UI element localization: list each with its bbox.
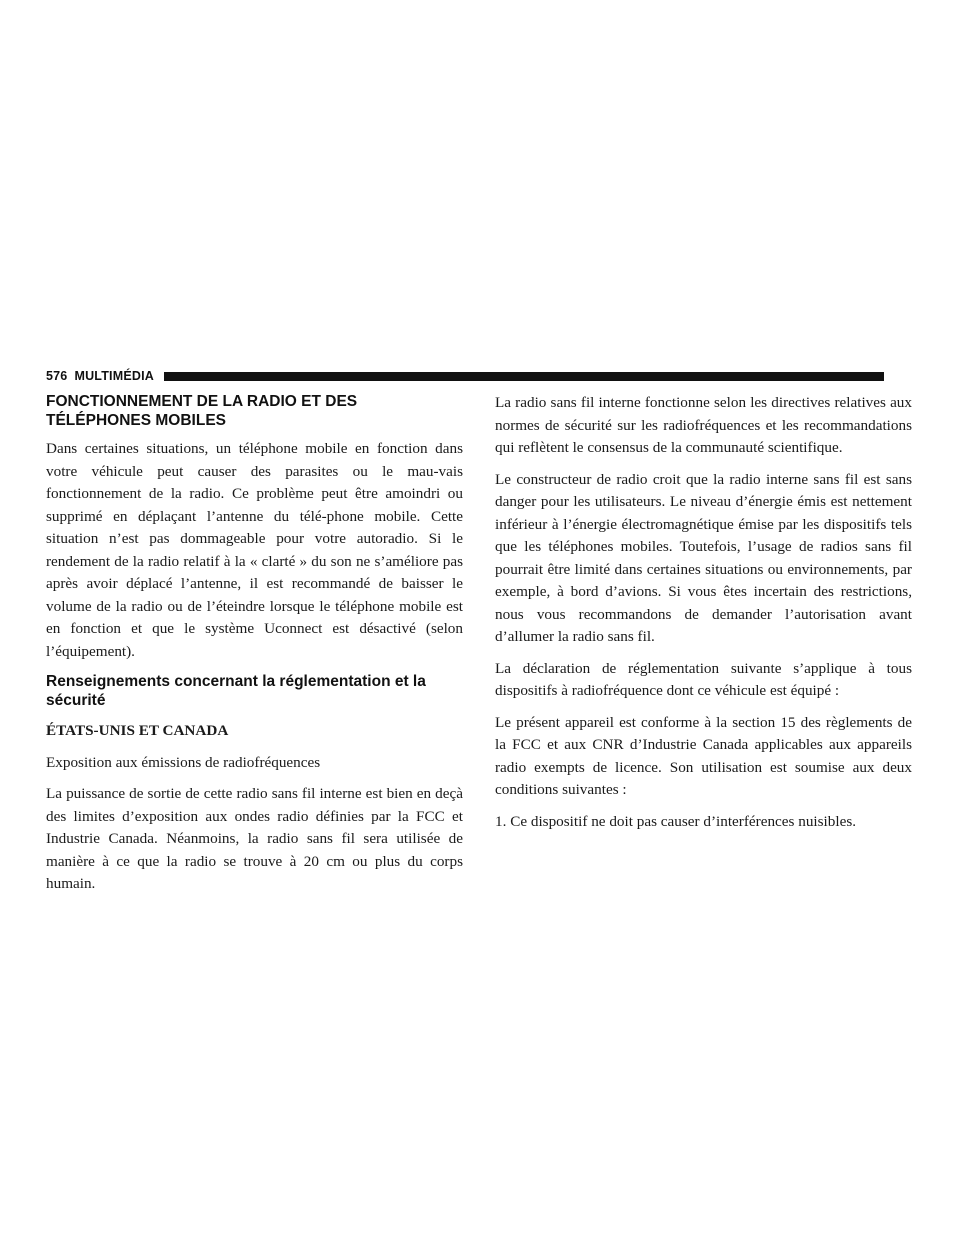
subheading: Renseignements concernant la réglementation et la sécurité <box>46 673 426 709</box>
page-header <box>46 365 884 387</box>
intro-paragraph: Dans certaines situations, un téléphone mobile en fonction dans votre véhicule peut causer des parasites ou le mau-vais fonctionnement de la radio. Ce problème peut être amoindri ou supprimé en déplaçant l’antenne du télé-phone mobile. Cette situation n’est pas dommageable pour votre autoradio. Si le rendement de la radio relatif à la « clarté » du son ne s’améliore pas après avoir déplacé l’antenne, il est recommandé de baisser le volume de la radio ou de l’éteindre lorsque le téléphone mobile est en fonction et que le système Uconnect est désactivé (selon l’équipement). <box>46 440 463 660</box>
section-heading: FONCTIONNEMENT DE LA RADIO ET DES TÉLÉPHONES MOBILES <box>46 393 358 429</box>
region-heading: ÉTATS-UNIS ET CANADA <box>46 722 229 739</box>
declaration-paragraph: La déclaration de réglementation suivante s’applique à tous dispositifs à radiofréquence dont ce véhicule est équipé : <box>495 659 912 699</box>
safety-paragraph: Le constructeur de radio croit que la radio interne sans fil est sans danger pour les utilisateurs. Le niveau d’énergie émis est nettement inférieur à l’énergie électromagnétique émise par les dispositifs tels que les téléphones mobiles. Toutefois, l’usage de radios sans fil pourrait être limité dans certaines situations ou environnements, par exemple, à bord d’avions. Si vous êtes incertain des restrictions, nous vous recommandons de demander l’autorisation avant d’allumer la radio sans fil. <box>495 470 912 645</box>
right-column <box>495 392 912 842</box>
left-column <box>46 392 463 905</box>
condition-item-1: 1. Ce dispositif ne doit pas causer d’interférences nuisibles. <box>495 812 857 830</box>
exposure-title: Exposition aux émissions de radiofréquences <box>46 753 321 771</box>
section-title: MULTIMÉDIA <box>74 369 155 383</box>
directives-paragraph: La radio sans fil interne fonctionne selon les directives relatives aux normes de sécurité sur les radiofréquences et les recommandations qui reflètent le consensus de la communauté scientifique. <box>495 394 912 456</box>
header-rule <box>164 372 884 381</box>
compliance-paragraph: Le présent appareil est conforme à la section 15 des règlements de la FCC et aux CNR d’Industrie Canada applicables aux appareils radio exempts de licence. Son utilisation est soumise aux deux conditions suivantes : <box>495 713 912 798</box>
page-number: 576 <box>46 369 68 383</box>
exposure-paragraph: La puissance de sortie de cette radio sans fil interne est bien en deçà des limites d’exposition aux ondes radio définies par la FCC et Industrie Canada. Néanmoins, la radio sans fil sera utilisée de manière à ce que la radio se trouve à 20 cm ou plus du corps humain. <box>46 785 463 892</box>
